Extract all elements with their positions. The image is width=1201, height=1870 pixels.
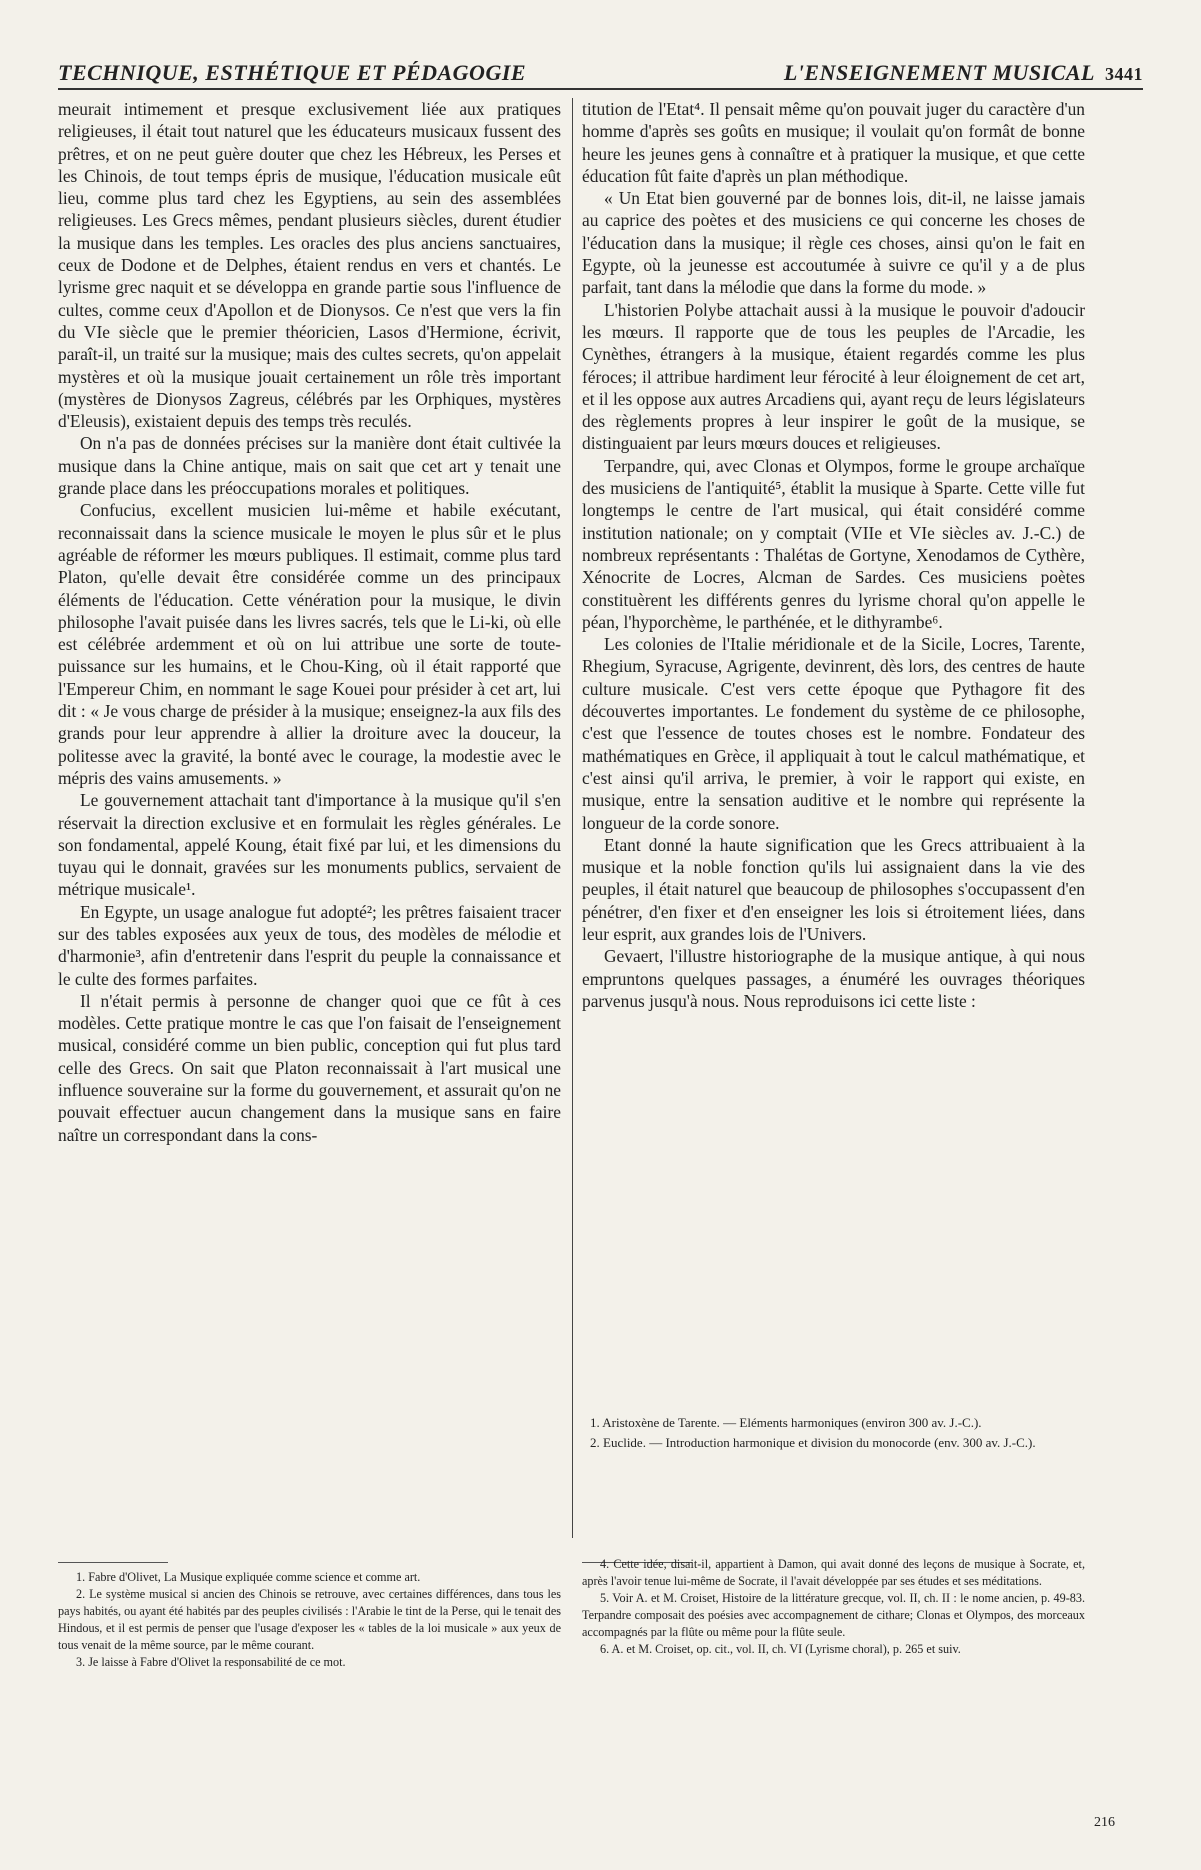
footnote: 1. Fabre d'Olivet, La Musique expliquée comme science et comme art.: [76, 1570, 421, 1584]
header-left-title: TECHNIQUE, ESTHÉTIQUE ET PÉDAGOGIE: [58, 60, 527, 85]
header-section: L'ENSEIGNEMENT MUSICAL: [783, 60, 1095, 85]
column-rule: [572, 98, 573, 1538]
paragraph: L'historien Polybe attachait aussi à la musique le pouvoir d'adoucir les mœurs. Il rapporte que de tous les peuples de l'Arcadie, les Cynèthes, étrangers à la musique, étaient regardés comme les plus féroces; il attribue hardiment leur férocité à leur éloignement de cet art, et il les oppose aux autres Arcadiens qui, ayant reçu de leurs législateurs des règlements propres à leur inspirer le goût de la musique, se distinguaient par leurs mœurs douces et religieuses.: [582, 299, 1085, 454]
paragraph: Il n'était permis à personne de changer quoi que ce fût à ces modèles. Cette pratique montre le cas que l'on faisait de l'enseignement musical, considéré comme un bien public, conception qui fut plus tard celle des Grecs. On sait que Platon reconnaissait à l'art musical une influence souveraine sur la forme du gouvernement, et assurait qu'on ne pouvait effectuer aucun changement dans la musique sans en faire naître un correspondant dans la cons-: [58, 990, 561, 1145]
paragraph: Confucius, excellent musicien lui-même et habile exécutant, reconnaissait dans la science musicale le moyen le plus sûr et le plus agréable de réformer les mœurs publiques. Il estimait, comme plus tard Platon, qu'elle devait être considérée comme un des principaux éléments de l'éducation. Cette vénération pour la musique, le divin philosophe l'avait puisée dans les livres sacrés, tels que le Li-ki, où elle est célébrée ardemment et où on lui attribue une sorte de toute-puissance sur les humains, et le Chou-King, où il était rapporté que l'Empereur Chim, en nommant le sage Kouei pour présider à cet art, lui dit : « Je vous charge de présider à la musique; enseignez-la aux fils des grands pour leur apprendre à allier la droiture avec la douceur, la politesse avec la gravité, la bonté avec le courage, la modestie avec le mépris des vains amusements. »: [58, 500, 561, 788]
left-column: [58, 98, 561, 1146]
folio-number: 216: [1094, 1815, 1115, 1830]
paragraph: Etant donné la haute signification que les Grecs attribuaient à la musique et la noble fonction qu'ils lui assignaient dans la vie des peuples, il était naturel que beaucoup de philosophes s'occupassent d'en pénétrer, d'en fixer et d'en enseigner les lois si étroitement liées, dans leur esprit, aux grandes lois de l'Univers.: [582, 834, 1085, 944]
footnotes-left: [58, 1569, 561, 1671]
paragraph: meurait intimement et presque exclusivement liée aux pratiques religieuses, il était tout naturel que les éducateurs musicaux fussent des prêtres, et on ne peut guère douter que chez les Hébreux, les Perses et les Chinois, de tout temps épris de musique, l'éducation musicale eût lieu, comme plus tard chez les Egyptiens, au sein des assemblées religieuses. Les Grecs mêmes, pendant plusieurs siècles, durent étudier la musique dans les temples. Les oracles des plus anciens sanctuaires, ceux de Dodone et de Delphes, étaient rendus en vers et chantés. Le lyrisme grec naquit et se développa en grande partie sous l'influence de cultes, comme ceux d'Apollon et de Dionysos. Ce n'est que vers la fin du VIe siècle que le premier théoricien, Lasos d'Hermione, écrivit, paraît-il, un traité sur la musique; mais des cultes secrets, qu'on appelait mystères et où la musique jouait certainement un rôle très important (mystères de Dionysos Zagreus, célébrés par les Orphiques, mystères d'Eleusis), existaient depuis des temps très reculés.: [58, 99, 561, 432]
paragraph: On n'a pas de données précises sur la manière dont était cultivée la musique dans la Chine antique, mais on sait que cet art y tenait une grande place dans les préoccupations morales et politiques.: [58, 433, 561, 499]
footnote-rule-left: [58, 1562, 168, 1563]
footnotes-right: [582, 1556, 1085, 1658]
paragraph: titution de l'Etat⁴. Il pensait même qu'on pouvait juger du caractère d'un homme d'après ses goûts en musique; il voulait qu'on formât de bonne heure les jeunes gens à connaître et à pratiquer la musique, et que cette éducation fût faite d'après un plan méthodique.: [582, 99, 1085, 186]
header-page-number: 3441: [1105, 64, 1143, 84]
paragraph: Terpandre, qui, avec Clonas et Olympos, forme le groupe archaïque des musiciens de l'antiquité⁵, établit la musique à Sparte. Cette ville fut longtemps le centre de l'art musical, qui était considéré comme institution nationale; on y comptait (VIIe et VIe siècles av. J.-C.) de nombreux représentants : Thalétas de Gortyne, Xenodamos de Cythère, Xénocrite de Locres, Alcman de Sardes. Ces musiciens poètes constituèrent les différents genres du lyrisme choral qu'on appelle le péan, l'hyporchème, le parthénée, et le dithyrambe⁶.: [582, 455, 1085, 632]
footnote: 3. Je laisse à Fabre d'Olivet la responsabilité de ce mot.: [76, 1655, 346, 1669]
paragraph: Le gouvernement attachait tant d'importance à la musique qu'il s'en réservait la direction exclusive et en formulait les règles générales. Le son fondamental, appelé Koung, était fixé par lui, et les dimensions du tuyau qui le donnait, gravées sur les monuments publics, servaient de métrique musicale¹.: [58, 790, 561, 900]
paragraph: En Egypte, un usage analogue fut adopté²; les prêtres faisaient tracer sur des tables exposées aux yeux de tous, des modèles de mélodie et d'harmonie³, afin d'entretenir dans l'esprit du peuple la connaissance et le culte des formes parfaites.: [58, 901, 561, 989]
running-header: [58, 58, 1143, 90]
bibliography-item: 2. Euclide. — Introduction harmonique et division du monocorde (env. 300 av. J.-C.).: [590, 1435, 1036, 1450]
bibliography-item: 1. Aristoxène de Tarente. — Eléments harmoniques (environ 300 av. J.-C.).: [590, 1415, 982, 1430]
paragraph: Gevaert, l'illustre historiographe de la musique antique, à qui nous empruntons quelques passages, a énuméré les ouvrages théoriques parvenus jusqu'à nous. Nous reproduisons ici cette liste :: [582, 946, 1085, 1011]
footnote: 5. Voir A. et M. Croiset, Histoire de la littérature grecque, vol. II, ch. II : le nome ancien, p. 49-83. Terpandre composait des poésies avec accompagnement de cithare; Clonas et Olympos, des morceaux accompagnés par la flûte ou même pour la flûte seule.: [582, 1591, 1085, 1639]
header-right-title: [784, 60, 1143, 86]
paragraph: Les colonies de l'Italie méridionale et de la Sicile, Locres, Tarente, Rhegium, Syracuse, Agrigente, devinrent, dès lors, des centres de haute culture musicale. C'est vers cette époque que Pythagore fit des découvertes importantes. Le fondement du système de ce philosophe, c'est que l'essence de toutes choses est le nombre. Fondateur des mathématiques en Grèce, il appliquait à tout le calcul mathématique, et c'est ainsi qu'il arriva, le premier, à voir le rapport qui existe, en musique, entre la sensation auditive et le nombre qui représente la longueur de la corde sonore.: [582, 634, 1085, 833]
footnote: 4. Cette idée, disait-il, appartient à Damon, qui avait donné des leçons de musique à Socrate, et, après l'avoir tenue lui-même de Socrate, il l'avait développée par ses études et ses méditations.: [582, 1557, 1085, 1588]
bibliography-list: [582, 1414, 1085, 1454]
paragraph: « Un Etat bien gouverné par de bonnes lois, dit-il, ne laisse jamais au caprice des poètes et des musiciens ce qui concerne les choses de l'éducation dans la musique; il règle ces choses, ainsi qu'on le fait en Egypte, où la jeunesse est accoutumée à suivre ce qu'il y a de plus parfait, tant dans la mélodie que dans la forme du mode. »: [582, 188, 1085, 298]
footnote: 6. A. et M. Croiset, op. cit., vol. II, ch. VI (Lyrisme choral), p. 265 et suiv.: [600, 1642, 961, 1656]
footnote: 2. Le système musical si ancien des Chinois se retrouve, avec certaines différences, dans tous les pays habités, ou ayant été habités par des peuples civilisés : l'Arabie le tint de la Perse, qui le tenait des Hindous, et il est permis de penser que l'usage d'exposer les « tables de la loi musicale » aux yeux de tous venait de la même source, par le même courant.: [58, 1587, 561, 1652]
right-column: [582, 98, 1085, 1012]
